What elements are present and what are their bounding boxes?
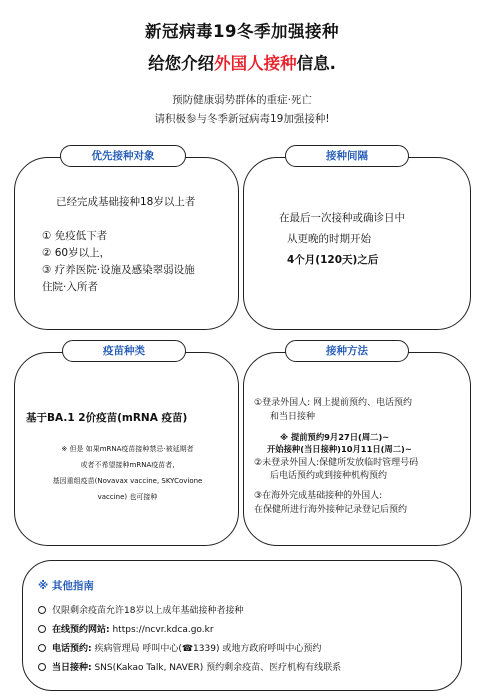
method-l6: 后电话预约或到接种机构预约 — [270, 471, 388, 481]
method-l7: ③在海外完成基础接种的外国人: — [254, 491, 383, 501]
guide-item-3 — [38, 641, 321, 654]
targets-label: 优先接种对象 — [60, 145, 186, 167]
guide-item-2-text[interactable]: https://ncvr.kdca.go.kr — [109, 625, 214, 635]
interval-line3: 4个月(120天)之后 — [287, 254, 379, 266]
vaccine-note3: 基因重组疫苗(Novavax vaccine, SKYCovione — [52, 477, 203, 485]
guide-item-3-text: 疾病管理局 呼叫中心(☎1339) 或地方政府呼叫中心预约 — [91, 644, 322, 654]
intro-line-1: 预防健康弱势群体的重症·死亡 — [172, 94, 312, 106]
guide-item-2 — [38, 622, 214, 635]
interval-line2: 从更晚的时期开始 — [287, 233, 371, 245]
page-subtitle — [0, 50, 484, 74]
targets-line1: 已经完成基础接种18岁以上者 — [56, 196, 196, 208]
guide-item-3-label: 电话预约: — [52, 644, 92, 654]
vaccine-note2: 或者不希望接种mRNA疫苗者, — [80, 461, 175, 469]
method-l3: ※ 提前预约9月27日(周二)~ — [280, 432, 390, 442]
method-l5: ②未登录外国人:保健所发放临时管理号码 — [254, 458, 419, 468]
method-l1: ①登录外国人: 网上提前预约、电话预约 — [254, 398, 412, 408]
intro-line-2: 请积极参与冬季新冠病毒19加强接种! — [154, 113, 330, 125]
subtitle-highlight: 外国人接种 — [214, 54, 297, 73]
targets-box — [14, 157, 239, 330]
bullet-circle-icon — [38, 644, 46, 652]
method-l2: 和当日接种 — [270, 412, 316, 422]
guide-title: ※ 其他指南 — [38, 580, 94, 592]
interval-line1: 在最后一次接种或确诊日中 — [279, 212, 405, 224]
bullet-circle-icon — [38, 625, 46, 633]
guide-item-1 — [38, 603, 243, 616]
method-label: 接种方法 — [285, 340, 409, 362]
vaccine-note4: vaccine) 也可接种 — [97, 493, 158, 501]
subtitle-pre: 给您介绍 — [148, 54, 215, 73]
targets-item3: ③ 疗养医院·设施及感染翠弱设施 — [42, 264, 195, 276]
guide-item-2-label: 在线预约网站: — [52, 625, 110, 635]
guide-item-1-text: 仅限剩余疫苗允许18岁以上成年基础接种者接种 — [52, 606, 244, 616]
method-l8: 在保健所进行海外接种记录登记后预约 — [254, 505, 408, 515]
bullet-circle-icon — [38, 663, 46, 671]
method-l4: 开始接种(当日接种)10月11日(周二)~ — [267, 444, 412, 454]
targets-item3b: 住院·入所者 — [42, 281, 98, 293]
bullet-circle-icon — [38, 606, 46, 614]
guide-item-4-text: SNS(Kakao Talk, NAVER) 预约剩余疫苗、医疗机构有线联系 — [91, 663, 342, 673]
targets-item1: ① 免疫低下者 — [42, 230, 108, 242]
vaccine-label: 疫苗种类 — [62, 340, 186, 362]
guide-item-4-label: 当日接种: — [52, 663, 92, 673]
subtitle-post: 信息. — [296, 54, 336, 73]
page-title: 新冠病毒19冬季加强接种 — [145, 22, 339, 41]
vaccine-main: 基于BA.1 2价疫苗(mRNA 疫苗) — [26, 412, 188, 424]
interval-label: 接种间隔 — [285, 145, 409, 167]
vaccine-note1: ※ 但是 如果mRNA疫苗接种禁忌·被延期者 — [61, 445, 194, 453]
targets-item2: ② 60岁以上， — [42, 247, 111, 259]
guide-item-4 — [38, 660, 341, 673]
